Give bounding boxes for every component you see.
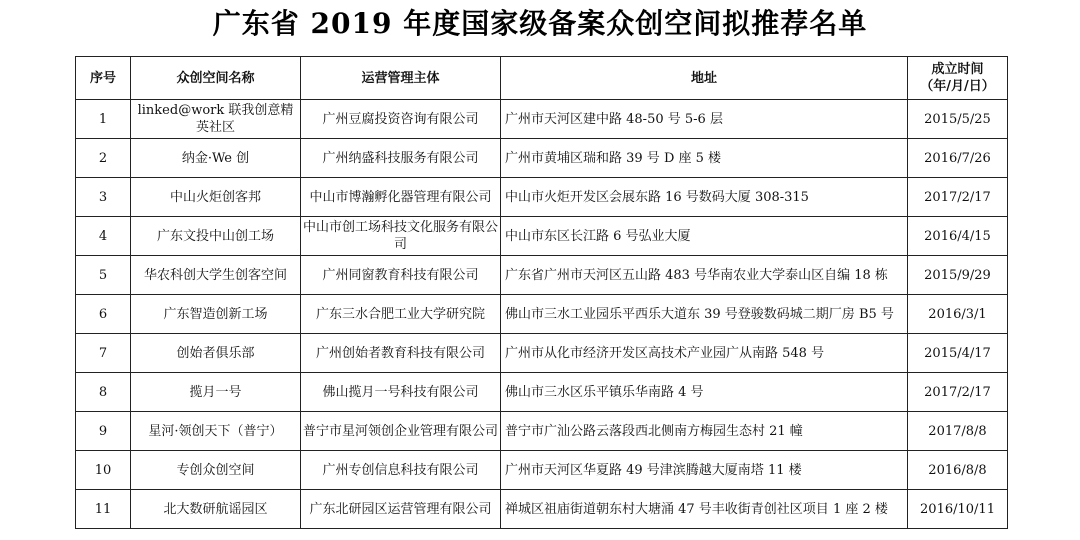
table-row bbox=[76, 295, 1008, 334]
cell-date: 2016/7/26 bbox=[908, 139, 1008, 178]
cell-no: 6 bbox=[76, 295, 131, 334]
cell-name: 华农科创大学生创客空间 bbox=[131, 256, 301, 295]
cell-no: 3 bbox=[76, 178, 131, 217]
cell-name: 星河·领创天下（普宁） bbox=[131, 412, 301, 451]
cell-name: 中山火炬创客邦 bbox=[131, 178, 301, 217]
cell-address: 中山市东区长江路 6 号弘业大厦 bbox=[501, 217, 908, 256]
table-row bbox=[76, 100, 1008, 139]
cell-no: 5 bbox=[76, 256, 131, 295]
cell-operator: 广州纳盛科技服务有限公司 bbox=[301, 139, 501, 178]
cell-address: 佛山市三水区乐平镇乐华南路 4 号 bbox=[501, 373, 908, 412]
cell-operator: 广州创始者教育科技有限公司 bbox=[301, 334, 501, 373]
cell-name: linked@work 联我创意精英社区 bbox=[131, 100, 301, 139]
cell-operator: 中山市创工场科技文化服务有限公司 bbox=[301, 217, 501, 256]
cell-operator: 普宁市星河领创企业管理有限公司 bbox=[301, 412, 501, 451]
header-operator: 运营管理主体 bbox=[301, 57, 501, 100]
cell-address: 广州市天河区华夏路 49 号津滨腾越大厦南塔 11 楼 bbox=[501, 451, 908, 490]
header-date-line1: 成立时间 bbox=[931, 62, 984, 77]
page-title: 广东省 2019 年度国家级备案众创空间拟推荐名单 bbox=[212, 7, 868, 40]
cell-no: 11 bbox=[76, 490, 131, 529]
cell-date: 2015/4/17 bbox=[908, 334, 1008, 373]
table-row bbox=[76, 412, 1008, 451]
cell-address: 佛山市三水工业园乐平西乐大道东 39 号登骏数码城二期厂房 B5 号 bbox=[501, 295, 908, 334]
table-row bbox=[76, 178, 1008, 217]
cell-no: 1 bbox=[76, 100, 131, 139]
table-row bbox=[76, 334, 1008, 373]
cell-no: 2 bbox=[76, 139, 131, 178]
cell-date: 2016/8/8 bbox=[908, 451, 1008, 490]
table-row bbox=[76, 451, 1008, 490]
cell-name: 专创众创空间 bbox=[131, 451, 301, 490]
cell-operator: 广东三水合肥工业大学研究院 bbox=[301, 295, 501, 334]
cell-date: 2015/9/29 bbox=[908, 256, 1008, 295]
cell-address: 中山市火炬开发区会展东路 16 号数码大厦 308-315 bbox=[501, 178, 908, 217]
cell-operator: 广州同窗教育科技有限公司 bbox=[301, 256, 501, 295]
table-row bbox=[76, 217, 1008, 256]
cell-name: 创始者俱乐部 bbox=[131, 334, 301, 373]
cell-address: 广州市从化市经济开发区高技术产业园广从南路 548 号 bbox=[501, 334, 908, 373]
cell-name: 纳金·We 创 bbox=[131, 139, 301, 178]
cell-no: 4 bbox=[76, 217, 131, 256]
cell-date: 2016/3/1 bbox=[908, 295, 1008, 334]
cell-operator: 广州豆腐投资咨询有限公司 bbox=[301, 100, 501, 139]
cell-date: 2017/8/8 bbox=[908, 412, 1008, 451]
cell-name: 北大数研航谣园区 bbox=[131, 490, 301, 529]
cell-operator: 佛山揽月一号科技有限公司 bbox=[301, 373, 501, 412]
cell-date: 2017/2/17 bbox=[908, 373, 1008, 412]
cell-no: 7 bbox=[76, 334, 131, 373]
cell-date: 2016/10/11 bbox=[908, 490, 1008, 529]
cell-address: 禅城区祖庙街道朝东村大塘涌 47 号丰收街青创社区项目 1 座 2 楼 bbox=[501, 490, 908, 529]
cell-operator: 广州专创信息科技有限公司 bbox=[301, 451, 501, 490]
cell-operator: 广东北研园区运营管理有限公司 bbox=[301, 490, 501, 529]
table-header-row bbox=[76, 57, 1008, 100]
cell-name: 广东智造创新工场 bbox=[131, 295, 301, 334]
cell-address: 广东省广州市天河区五山路 483 号华南农业大学泰山区自编 18 栋 bbox=[501, 256, 908, 295]
header-no: 序号 bbox=[76, 57, 131, 100]
cell-address: 普宁市广汕公路云落段西北侧南方梅园生态村 21 幢 bbox=[501, 412, 908, 451]
header-date bbox=[908, 57, 1008, 100]
cell-no: 9 bbox=[76, 412, 131, 451]
header-name: 众创空间名称 bbox=[131, 57, 301, 100]
space-list-table bbox=[75, 56, 1008, 529]
cell-date: 2015/5/25 bbox=[908, 100, 1008, 139]
cell-address: 广州市黄埔区瑞和路 39 号 D 座 5 楼 bbox=[501, 139, 908, 178]
table-row bbox=[76, 139, 1008, 178]
cell-no: 8 bbox=[76, 373, 131, 412]
cell-date: 2017/2/17 bbox=[908, 178, 1008, 217]
cell-operator: 中山市博瀚孵化器管理有限公司 bbox=[301, 178, 501, 217]
header-date-line2: （年/月/日） bbox=[920, 79, 995, 94]
cell-name: 揽月一号 bbox=[131, 373, 301, 412]
cell-address: 广州市天河区建中路 48-50 号 5-6 层 bbox=[501, 100, 908, 139]
table-row bbox=[76, 490, 1008, 529]
table-row bbox=[76, 373, 1008, 412]
cell-no: 10 bbox=[76, 451, 131, 490]
table-row bbox=[76, 256, 1008, 295]
header-address: 地址 bbox=[501, 57, 908, 100]
cell-name: 广东文投中山创工场 bbox=[131, 217, 301, 256]
cell-date: 2016/4/15 bbox=[908, 217, 1008, 256]
